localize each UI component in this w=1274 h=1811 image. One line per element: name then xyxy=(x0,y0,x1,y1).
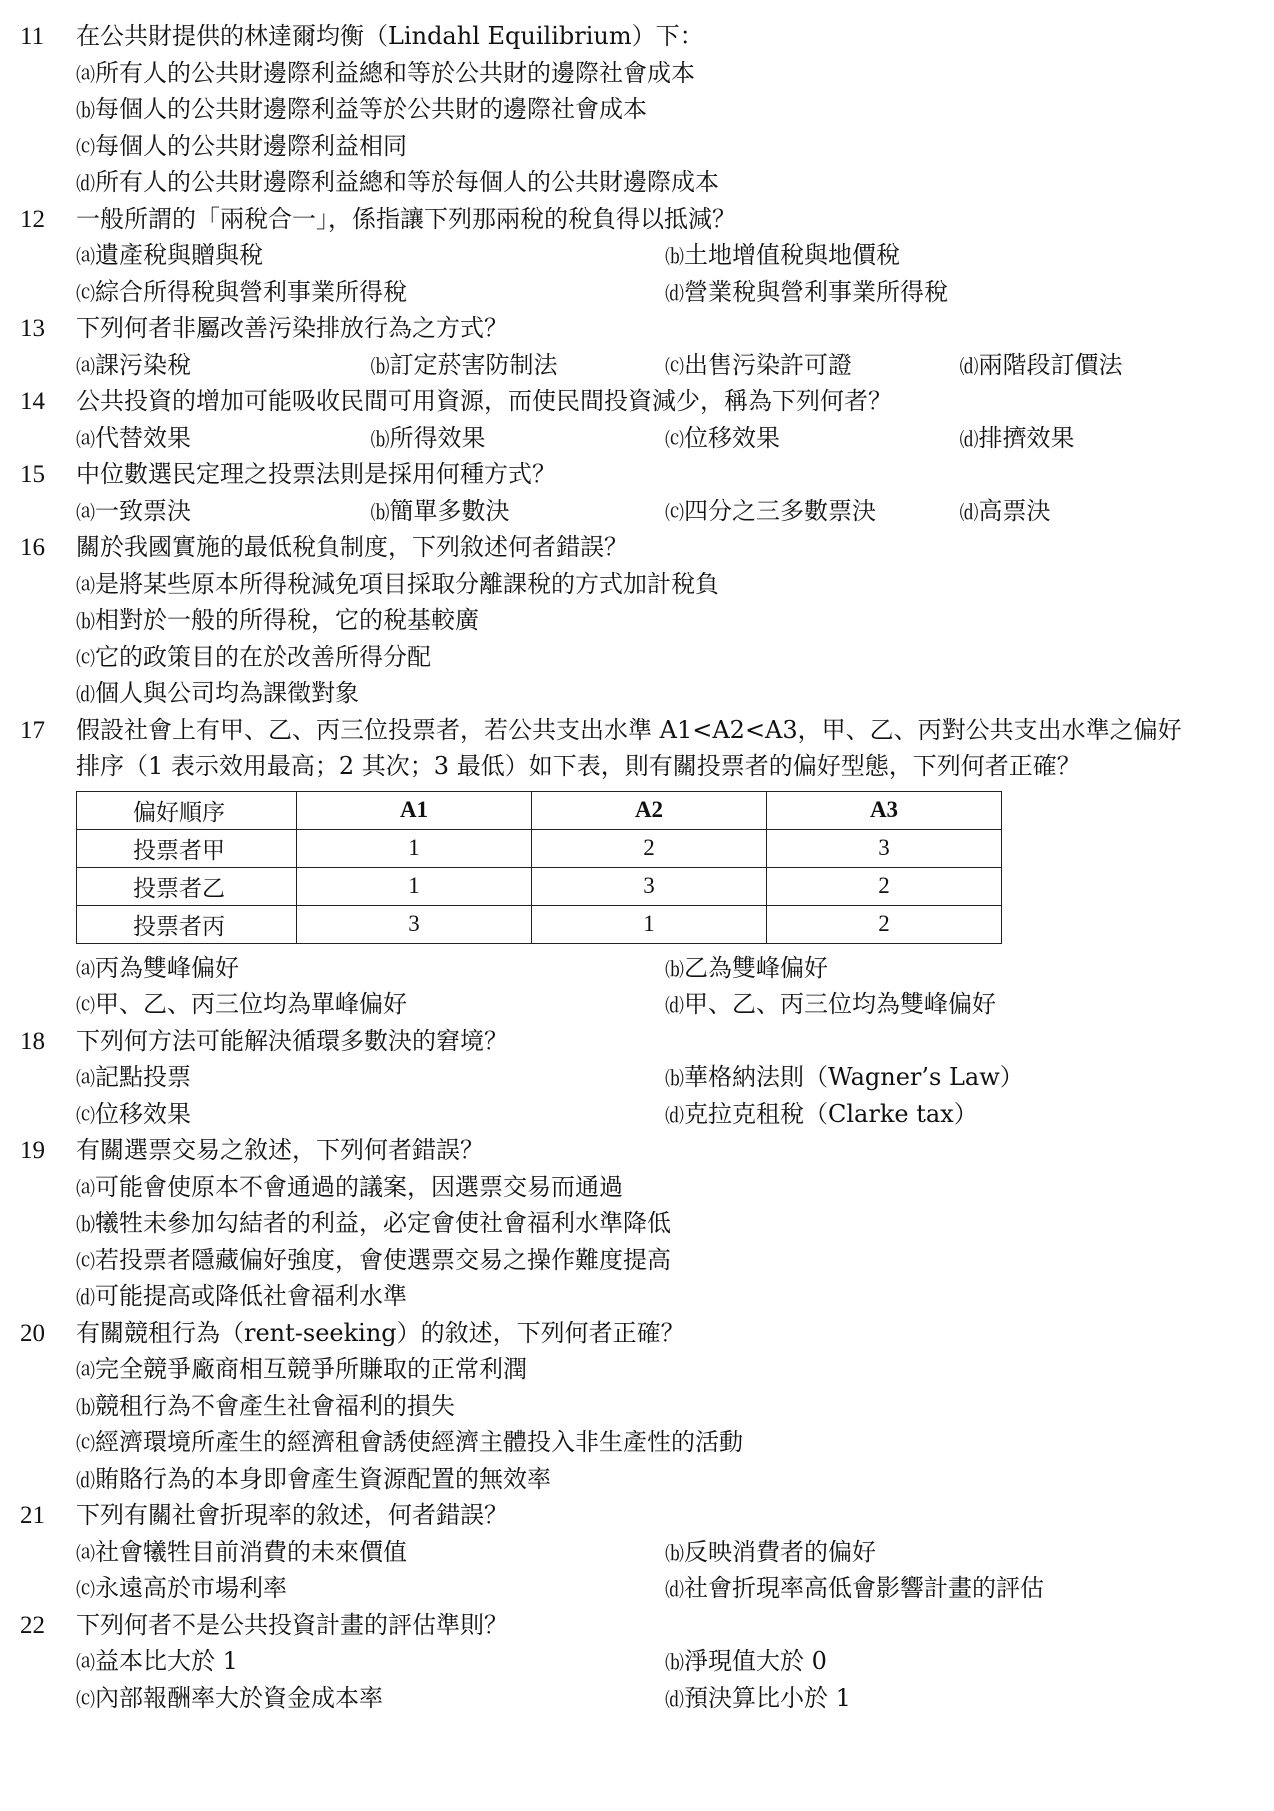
question-21 xyxy=(20,1497,1254,1607)
option-label: ⒞ xyxy=(76,1250,95,1273)
option-text: 乙為雙峰偏好 xyxy=(684,953,829,982)
option-text: 每個人的公共財邊際利益等於公共財的邊際社會成本 xyxy=(95,95,648,123)
option-a[interactable] xyxy=(76,420,371,457)
question-row xyxy=(20,1315,1254,1352)
option-text: 兩階段訂價法 xyxy=(978,350,1123,379)
option-text: 一致票決 xyxy=(95,496,192,525)
option-text: 永遠高於市場利率 xyxy=(95,1574,288,1602)
option-c[interactable] xyxy=(76,274,665,311)
options xyxy=(20,420,1254,457)
option-a[interactable] xyxy=(76,347,371,384)
option-c[interactable] xyxy=(76,1242,1254,1279)
options xyxy=(20,493,1254,530)
option-label: ⒜ xyxy=(76,63,95,86)
option-text: 所有人的公共財邊際利益總和等於每個人的公共財邊際成本 xyxy=(95,168,720,196)
option-label: ⒝ xyxy=(665,1542,684,1565)
table-cell: 3 xyxy=(767,829,1002,867)
option-d[interactable] xyxy=(665,1680,1254,1717)
option-label: ⒝ xyxy=(76,611,95,633)
option-label: ⒟ xyxy=(665,1579,684,1601)
table-cell: 1 xyxy=(532,905,767,943)
option-label: ⒟ xyxy=(665,1688,684,1711)
option-a[interactable] xyxy=(76,1643,665,1680)
option-label: ⒜ xyxy=(76,355,95,378)
question-19 xyxy=(20,1132,1254,1315)
question-11 xyxy=(20,18,1254,201)
option-text: 所得效果 xyxy=(389,423,486,452)
question-stem-continued: 排序（1 表示效用最高；2 其次；3 最低）如下表，則有關投票者的偏好型態，下列何者正確？ xyxy=(76,752,1081,780)
option-row xyxy=(76,566,1254,603)
option-label: ⒝ xyxy=(665,1068,684,1090)
option-label: ⒝ xyxy=(665,1652,684,1674)
options xyxy=(20,237,1254,310)
options xyxy=(20,1169,1254,1315)
question-row xyxy=(20,1607,1254,1644)
question-number: 15 xyxy=(20,461,45,488)
option-row xyxy=(76,1534,1254,1571)
option-text: 每個人的公共財邊際利益相同 xyxy=(95,131,408,160)
option-text: 位移效果 xyxy=(684,423,781,452)
question-row xyxy=(20,529,1254,566)
option-c[interactable] xyxy=(76,1096,665,1133)
table-cell: 1 xyxy=(297,829,532,867)
table-cell: 1 xyxy=(297,867,532,905)
option-a[interactable] xyxy=(76,950,665,987)
option-label: ⒞ xyxy=(76,647,95,670)
option-b[interactable] xyxy=(665,1534,1254,1571)
options xyxy=(20,1351,1254,1497)
table-cell: 2 xyxy=(767,867,1002,905)
option-label: ⒞ xyxy=(76,1688,95,1711)
option-b[interactable] xyxy=(665,237,1254,274)
option-text: 高票決 xyxy=(978,496,1051,525)
option-d[interactable] xyxy=(76,1278,1254,1315)
question-stem: 一般所謂的「兩稅合一」，係指讓下列那兩稅的稅負得以抵減？ xyxy=(76,204,736,233)
option-text: 記點投票 xyxy=(95,1063,192,1091)
question-number: 14 xyxy=(20,388,45,415)
option-label: ⒟ xyxy=(665,1104,684,1127)
option-c[interactable] xyxy=(76,1680,665,1717)
option-a[interactable] xyxy=(76,1534,665,1571)
question-number: 13 xyxy=(20,315,45,342)
option-a[interactable] xyxy=(76,1351,1254,1388)
question-row xyxy=(20,712,1254,749)
option-b[interactable] xyxy=(76,1205,1254,1242)
option-label: ⒞ xyxy=(76,136,95,159)
option-d[interactable] xyxy=(960,347,1255,384)
question-row xyxy=(20,201,1254,238)
option-d[interactable] xyxy=(76,1461,1254,1498)
question-row xyxy=(20,18,1254,55)
option-label: ⒝ xyxy=(76,1214,95,1236)
option-row xyxy=(76,639,1254,676)
table-cell: 投票者甲 xyxy=(77,829,297,867)
question-stem: 下列何方法可能解決循環多數決的窘境？ xyxy=(76,1026,508,1055)
option-text: 可能提高或降低社會福利水準 xyxy=(95,1282,408,1310)
option-c[interactable] xyxy=(665,420,960,457)
option-text: 競租行為不會產生社會福利的損失 xyxy=(95,1391,456,1420)
option-label: ⒜ xyxy=(76,1360,95,1382)
option-label: ⒝ xyxy=(665,246,684,268)
options xyxy=(20,55,1254,201)
option-label: ⒞ xyxy=(76,1579,95,1601)
option-row xyxy=(76,91,1254,128)
option-text: 個人與公司均為課徵對象 xyxy=(95,679,360,707)
option-label: ⒟ xyxy=(959,428,978,451)
option-label: ⒟ xyxy=(76,1287,95,1309)
option-row xyxy=(76,1388,1254,1425)
option-label: ⒞ xyxy=(76,995,95,1017)
option-label: ⒟ xyxy=(959,501,978,524)
question-stem: 下列有關社會折現率的敘述，何者錯誤？ xyxy=(76,1501,508,1529)
question-number: 21 xyxy=(20,1502,45,1529)
option-text: 反映消費者的偏好 xyxy=(684,1537,877,1566)
option-label: ⒟ xyxy=(959,355,978,378)
option-c[interactable] xyxy=(665,347,960,384)
table-cell: 投票者乙 xyxy=(77,867,297,905)
option-text: 土地增值稅與地價稅 xyxy=(684,241,901,269)
option-label: ⒟ xyxy=(76,173,95,195)
option-label: ⒝ xyxy=(370,355,389,378)
option-label: ⒞ xyxy=(665,355,684,378)
table-row xyxy=(77,867,1002,905)
option-row xyxy=(76,1096,1254,1133)
question-18 xyxy=(20,1023,1254,1133)
option-text: 預決算比小於 1 xyxy=(684,1683,851,1712)
option-text: 遺產稅與贈與稅 xyxy=(95,241,264,269)
option-text: 丙為雙峰偏好 xyxy=(95,953,240,982)
option-label: ⒞ xyxy=(76,282,95,305)
option-row xyxy=(76,1570,1254,1607)
option-d[interactable] xyxy=(76,675,1254,712)
option-c[interactable] xyxy=(76,639,1254,676)
option-label: ⒞ xyxy=(665,428,684,451)
option-a[interactable] xyxy=(76,566,1254,603)
question-22 xyxy=(20,1607,1254,1717)
option-text: 位移效果 xyxy=(95,1099,192,1128)
option-text: 訂定菸害防制法 xyxy=(389,350,558,379)
option-text: 華格納法則（Wagner’s Law） xyxy=(684,1063,1024,1091)
question-row xyxy=(20,1132,1254,1169)
question-stem: 下列何者不是公共投資計畫的評估準則？ xyxy=(76,1610,508,1639)
question-stem: 下列何者非屬改善污染排放行為之方式？ xyxy=(76,314,508,342)
option-b[interactable] xyxy=(665,1643,1254,1680)
option-text: 排擠效果 xyxy=(978,423,1075,452)
option-label: ⒜ xyxy=(76,1652,95,1674)
option-text: 四分之三多數票決 xyxy=(684,496,877,525)
option-row xyxy=(76,986,1254,1023)
question-number: 19 xyxy=(20,1137,45,1164)
option-row xyxy=(76,602,1254,639)
option-label: ⒝ xyxy=(370,501,389,524)
option-label: ⒞ xyxy=(76,1104,95,1127)
options xyxy=(20,950,1254,1023)
table-cell: 3 xyxy=(532,867,767,905)
option-text: 甲、乙、丙三位均為雙峰偏好 xyxy=(684,990,997,1018)
question-20 xyxy=(20,1315,1254,1498)
option-row xyxy=(76,1680,1254,1717)
option-b[interactable] xyxy=(665,1059,1254,1096)
option-c[interactable] xyxy=(76,986,665,1023)
option-a[interactable] xyxy=(76,237,665,274)
option-row xyxy=(76,1351,1254,1388)
question-stem: 公共投資的增加可能吸收民間可用資源，而使民間投資減少，稱為下列何者？ xyxy=(76,387,892,415)
option-text: 所有人的公共財邊際利益總和等於公共財的邊際社會成本 xyxy=(95,58,696,87)
option-row xyxy=(76,274,1254,311)
option-c[interactable] xyxy=(76,1424,1254,1461)
options xyxy=(20,1059,1254,1132)
option-text: 社會折現率高低會影響計畫的評估 xyxy=(684,1574,1045,1602)
table-cell: 投票者丙 xyxy=(77,905,297,943)
question-number: 16 xyxy=(20,534,45,561)
option-c[interactable] xyxy=(76,128,1254,165)
option-row xyxy=(76,128,1254,165)
option-label: ⒜ xyxy=(76,574,95,597)
question-stem: 有關選票交易之敘述，下列何者錯誤？ xyxy=(76,1136,484,1164)
option-label: ⒞ xyxy=(665,501,684,524)
table-cell: 3 xyxy=(297,905,532,943)
option-d[interactable] xyxy=(76,164,1254,201)
option-text: 經濟環境所產生的經濟租會誘使經濟主體投入非生產性的活動 xyxy=(95,1428,744,1456)
option-text: 它的政策目的在於改善所得分配 xyxy=(95,642,432,671)
question-number: 18 xyxy=(20,1027,45,1055)
option-label: ⒝ xyxy=(76,1396,95,1419)
option-d[interactable] xyxy=(665,1096,1254,1133)
table-cell: 2 xyxy=(532,829,767,867)
table-row xyxy=(77,829,1002,867)
question-16 xyxy=(20,529,1254,712)
question-17 xyxy=(20,712,1254,1023)
option-label: ⒜ xyxy=(76,428,95,451)
option-text: 出售污染許可證 xyxy=(684,350,853,379)
option-text: 克拉克租稅（Clarke tax） xyxy=(684,1099,978,1128)
option-row xyxy=(76,55,1254,92)
option-row xyxy=(76,1278,1254,1315)
option-d[interactable] xyxy=(665,1570,1254,1607)
question-stem: 在公共財提供的林達爾均衡（Lindahl Equilibrium）下： xyxy=(76,22,704,50)
table-header-row xyxy=(77,791,1002,829)
option-text: 賄賂行為的本身即會產生資源配置的無效率 xyxy=(95,1464,552,1493)
option-text: 相對於一般的所得稅，它的稅基較廣 xyxy=(95,606,480,634)
option-row xyxy=(76,1643,1254,1680)
question-number: 17 xyxy=(20,716,45,744)
option-b[interactable] xyxy=(371,493,666,530)
option-label: ⒝ xyxy=(665,958,684,981)
question-stem: 假設社會上有甲、乙、丙三位投票者，若公共支出水準 A1<A2<A3，甲、乙、丙對公共支出水準之偏好 xyxy=(76,715,1182,744)
option-d[interactable] xyxy=(960,420,1255,457)
question-number: 22 xyxy=(20,1611,45,1639)
option-c[interactable] xyxy=(76,1570,665,1607)
option-b[interactable] xyxy=(665,950,1254,987)
option-text: 犧牲未參加勾結者的利益，必定會使社會福利水準降低 xyxy=(95,1209,672,1237)
table-header-cell: A2 xyxy=(532,791,767,829)
option-text: 內部報酬率大於資金成本率 xyxy=(95,1683,384,1712)
table-cell: 2 xyxy=(767,905,1002,943)
option-label: ⒟ xyxy=(665,995,684,1017)
option-row xyxy=(76,420,1254,457)
option-text: 益本比大於 1 xyxy=(95,1647,238,1675)
option-row xyxy=(76,1461,1254,1498)
option-label: ⒟ xyxy=(665,282,684,305)
option-b[interactable] xyxy=(76,91,1254,128)
preference-table xyxy=(76,791,1002,944)
option-text: 綜合所得稅與營利事業所得稅 xyxy=(95,277,408,306)
option-label: ⒝ xyxy=(76,100,95,122)
question-row xyxy=(20,310,1254,347)
option-a[interactable] xyxy=(76,55,1254,92)
option-text: 是將某些原本所得稅減免項目採取分離課稅的方式加計稅負 xyxy=(95,569,720,598)
option-text: 甲、乙、丙三位均為單峰偏好 xyxy=(95,990,408,1018)
option-label: ⒝ xyxy=(370,428,389,451)
option-label: ⒞ xyxy=(76,1433,95,1455)
option-text: 課污染稅 xyxy=(95,350,192,379)
option-a[interactable] xyxy=(76,1059,665,1096)
option-text: 代替效果 xyxy=(95,423,192,452)
options xyxy=(20,1643,1254,1716)
question-row xyxy=(20,456,1254,493)
option-label: ⒜ xyxy=(76,1542,95,1565)
table-header-cell: A1 xyxy=(297,791,532,829)
option-text: 社會犧牲目前消費的未來價值 xyxy=(95,1537,408,1566)
option-text: 若投票者隱藏偏好強度，會使選票交易之操作難度提高 xyxy=(95,1245,672,1274)
question-row-continued xyxy=(20,748,1254,785)
option-b[interactable] xyxy=(371,420,666,457)
option-row xyxy=(76,1424,1254,1461)
option-row xyxy=(76,1059,1254,1096)
options xyxy=(20,347,1254,384)
option-c[interactable] xyxy=(665,493,960,530)
question-number: 11 xyxy=(20,23,45,50)
question-row xyxy=(20,1023,1254,1060)
question-row xyxy=(20,1497,1254,1534)
question-stem: 有關競租行為（rent-seeking）的敘述，下列何者正確？ xyxy=(76,1318,685,1347)
option-b[interactable] xyxy=(371,347,666,384)
option-label: ⒟ xyxy=(76,1469,95,1492)
option-row xyxy=(76,493,1254,530)
option-label: ⒜ xyxy=(76,501,95,524)
option-d[interactable] xyxy=(960,493,1255,530)
question-13 xyxy=(20,310,1254,383)
option-row xyxy=(76,675,1254,712)
option-row xyxy=(76,347,1254,384)
question-stem: 中位數選民定理之投票法則是採用何種方式？ xyxy=(76,460,556,488)
option-text: 完全競爭廠商相互競爭所賺取的正常利潤 xyxy=(95,1355,528,1383)
option-label: ⒜ xyxy=(76,246,95,268)
option-row xyxy=(76,1205,1254,1242)
option-row xyxy=(76,164,1254,201)
option-d[interactable] xyxy=(665,986,1254,1023)
option-a[interactable] xyxy=(76,493,371,530)
option-text: 淨現值大於 0 xyxy=(684,1647,827,1675)
option-label: ⒟ xyxy=(76,684,95,706)
option-text: 可能會使原本不會通過的議案，因選票交易而通過 xyxy=(95,1172,624,1201)
option-d[interactable] xyxy=(665,274,1254,311)
option-text: 簡單多數決 xyxy=(389,496,510,525)
table-header-cell: 偏好順序 xyxy=(77,791,297,829)
table-row xyxy=(77,905,1002,943)
option-label: ⒜ xyxy=(76,1068,95,1090)
options xyxy=(20,566,1254,712)
options xyxy=(20,1534,1254,1607)
option-b[interactable] xyxy=(76,602,1254,639)
question-number: 12 xyxy=(20,205,45,233)
option-label: ⒜ xyxy=(76,1177,95,1200)
option-row xyxy=(76,1242,1254,1279)
question-15 xyxy=(20,456,1254,529)
question-12 xyxy=(20,201,1254,311)
option-row xyxy=(76,950,1254,987)
question-row xyxy=(20,383,1254,420)
question-number: 20 xyxy=(20,1319,45,1347)
option-a[interactable] xyxy=(76,1169,1254,1206)
question-stem: 關於我國實施的最低稅負制度，下列敘述何者錯誤？ xyxy=(76,533,628,561)
option-row xyxy=(76,1169,1254,1206)
option-text: 營業稅與營利事業所得稅 xyxy=(684,277,949,306)
option-b[interactable] xyxy=(76,1388,1254,1425)
option-row xyxy=(76,237,1254,274)
table-header-cell: A3 xyxy=(767,791,1002,829)
option-label: ⒜ xyxy=(76,958,95,981)
question-14 xyxy=(20,383,1254,456)
